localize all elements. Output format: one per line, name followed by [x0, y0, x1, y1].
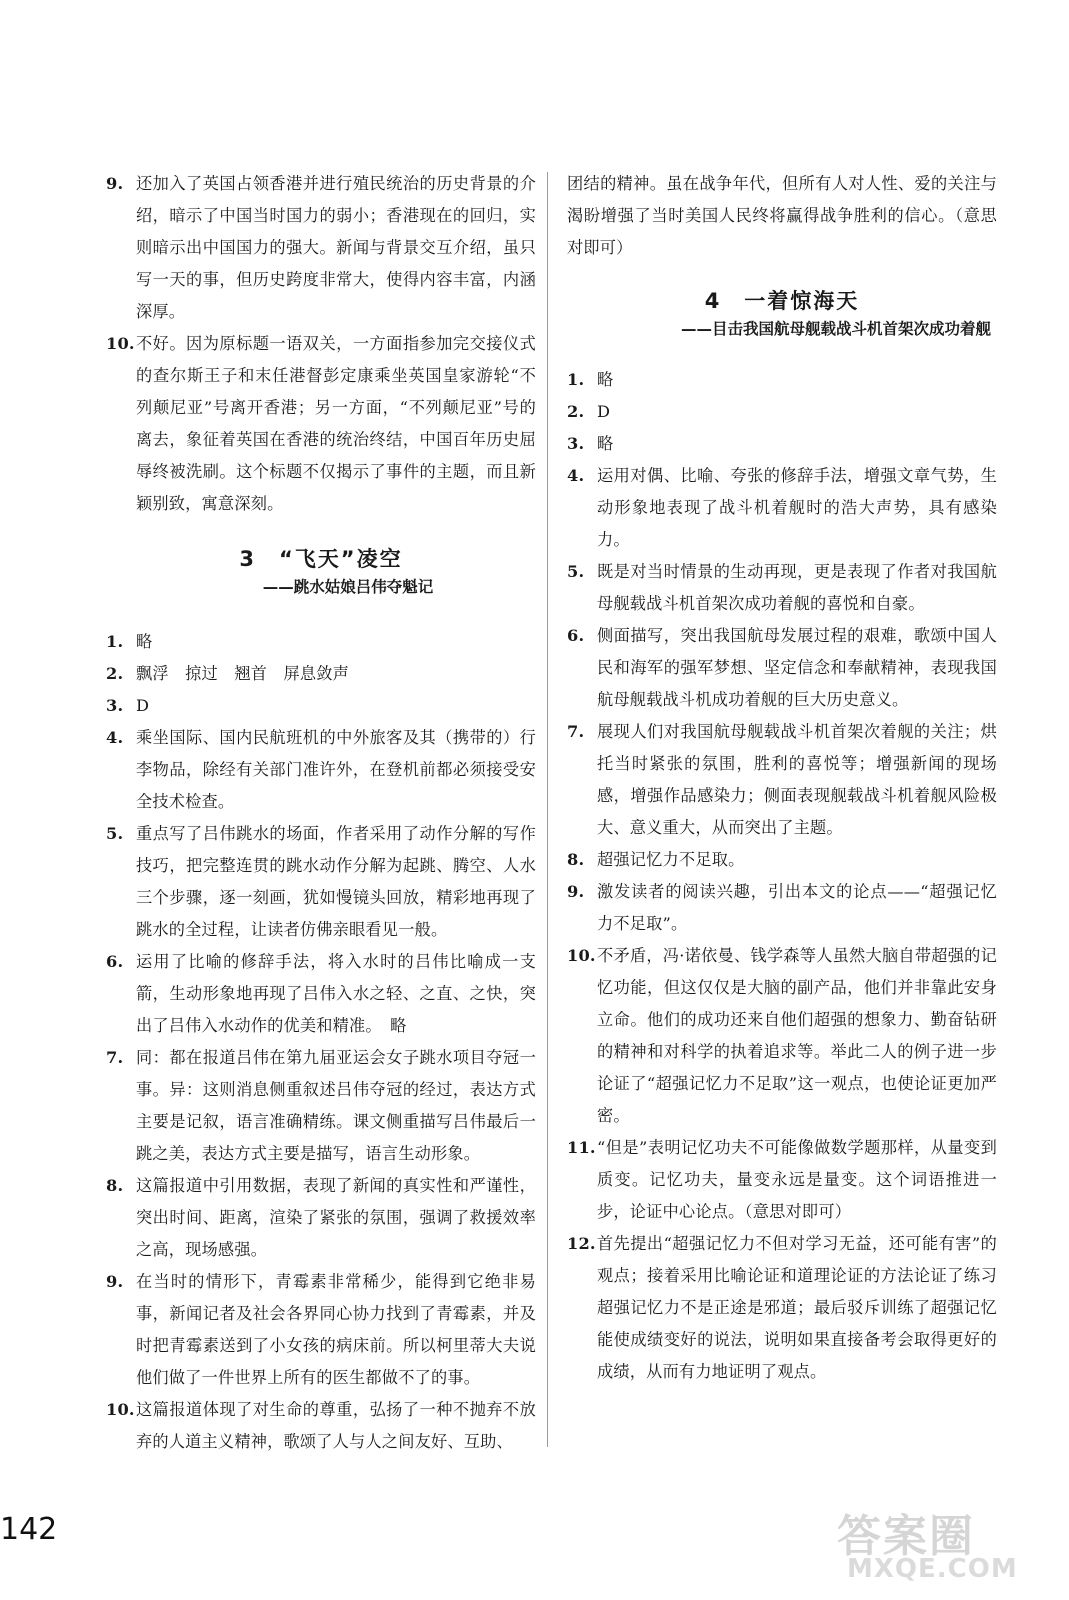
item-text: 略 — [597, 370, 614, 389]
answer-list-3 — [106, 626, 536, 1458]
item-text: 在当时的情形下，青霉素非常稀少，能得到它绝非易事，新闻记者及社会各界同心协力找到了青霉素，并及时把青霉素送到了小女孩的病床前。所以柯里蒂大夫说他们做了一件世界上所有的医生都做不了的事。 — [136, 1272, 536, 1387]
item-text: 还加入了英国占领香港并进行殖民统治的历史背景的介绍，暗示了中国当时国力的弱小；香港现在的回归，实则暗示出中国国力的强大。新闻与背景交互介绍，虽只写一天的事，但历史跨度非常大，使得内容丰富，内涵深厚。 — [136, 174, 536, 321]
list-item — [567, 876, 997, 940]
item-text: 超强记忆力不足取。 — [597, 850, 745, 869]
item-text: 乘坐国际、国内民航班机的中外旅客及其（携带的）行李物品，除经有关部门准许外，在登机前都必须接受安全技术检查。 — [136, 728, 536, 811]
list-item — [567, 1132, 997, 1228]
item-text: 略 — [597, 434, 614, 453]
answer-list-2 — [106, 168, 536, 520]
section-title: 3 “飞天”凌空 — [239, 547, 403, 571]
list-item — [106, 690, 536, 722]
item-number: 9. — [106, 174, 124, 193]
item-number: 2. — [567, 402, 585, 421]
list-item — [567, 716, 997, 844]
item-text: “但是”表明记忆功夫不可能像做数学题那样，从量变到质变。记忆功夫，量变永远是量变。这个词语推进一步，论证中心论点。（意思对即可） — [597, 1138, 997, 1221]
item-number: 9. — [567, 882, 585, 901]
left-column — [106, 168, 536, 1458]
page-number: 142 — [0, 1512, 58, 1547]
section-subtitle: ——目击我国航母舰载战斗机首架次成功着舰 — [680, 320, 991, 338]
list-item — [106, 818, 536, 946]
item-number: 4. — [567, 466, 585, 485]
list-item — [106, 946, 536, 1042]
item-text: 既是对当时情景的生动再现，更是表现了作者对我国航母舰载战斗机首架次成功着舰的喜悦和自豪。 — [597, 562, 997, 613]
item-text: D — [136, 696, 150, 715]
item-number: 9. — [106, 1272, 124, 1291]
item-number: 10. — [106, 334, 135, 353]
item-number: 10. — [567, 946, 596, 965]
section-4-heading — [567, 286, 997, 342]
list-item — [106, 328, 536, 520]
list-item — [106, 168, 536, 328]
continuation-text: 团结的精神。虽在战争年代，但所有人对人性、爱的关注与渴盼增强了当时美国人民终将赢得战争胜利的信心。（意思对即可） — [567, 174, 997, 257]
section-3-heading — [106, 544, 536, 600]
item-text: 同：都在报道吕伟在第九届亚运会女子跳水项目夺冠一事。异：这则消息侧重叙述吕伟夺冠的经过，表达方式主要是记叙，语言准确精练。课文侧重描写吕伟最后一跳之美，表达方式主要是描写，语言生动形象。 — [136, 1048, 536, 1163]
item-text: 重点写了吕伟跳水的场面，作者采用了动作分解的写作技巧，把完整连贯的跳水动作分解为起跳、腾空、人水三个步骤，逐一刻画，犹如慢镜头回放，精彩地再现了跳水的全过程，让读者仿佛亲眼看见一般。 — [136, 824, 536, 939]
item-number: 7. — [106, 1048, 124, 1067]
item-text: 运用对偶、比喻、夸张的修辞手法，增强文章气势，生动形象地表现了战斗机着舰时的浩大声势，具有感染力。 — [597, 466, 997, 549]
answer-list-4 — [567, 364, 997, 1388]
item-number: 8. — [567, 850, 585, 869]
item-text: 这篇报道体现了对生命的尊重，弘扬了一种不抛弃不放弃的人道主义精神，歌颂了人与人之间友好、互助、 — [136, 1400, 536, 1451]
list-item — [567, 364, 997, 396]
list-item — [106, 626, 536, 658]
list-item — [106, 1170, 536, 1266]
list-item — [567, 556, 997, 620]
item-text: 首先提出“超强记忆力不但对学习无益，还可能有害”的观点；接着采用比喻论证和道理论证的方法论证了练习超强记忆力不是正途是邪道；最后驳斥训练了超强记忆能使成绩变好的说法，说明如果直接备考会取得更好的成绩，从而有力地证明了观点。 — [597, 1234, 997, 1381]
section-title: 4 一着惊海天 — [704, 289, 860, 313]
list-item — [106, 1042, 536, 1170]
item-number: 11. — [567, 1138, 596, 1157]
list-item — [567, 620, 997, 716]
list-item — [567, 396, 997, 428]
list-item — [567, 428, 997, 460]
list-item — [567, 844, 997, 876]
item-number: 12. — [567, 1234, 596, 1253]
item-number: 3. — [106, 696, 124, 715]
list-item — [106, 722, 536, 818]
list-item — [567, 460, 997, 556]
watermark-url: MXQE.COM — [847, 1554, 1018, 1584]
column-divider — [547, 172, 548, 1447]
right-column — [567, 168, 997, 1388]
item-number: 5. — [106, 824, 124, 843]
item-text: 激发读者的阅读兴趣，引出本文的论点——“超强记忆力不足取”。 — [597, 882, 997, 933]
item-number: 5. — [567, 562, 585, 581]
item-number: 10. — [106, 1400, 135, 1419]
item-text: 运用了比喻的修辞手法，将入水时的吕伟比喻成一支箭，生动形象地再现了吕伟入水之轻、之直、之快，突出了吕伟入水动作的优美和精准。 略 — [136, 952, 536, 1035]
watermark-logo — [837, 1500, 1047, 1595]
item-number: 6. — [106, 952, 124, 971]
item-text: 这篇报道中引用数据，表现了新闻的真实性和严谨性，突出时间、距离，渲染了紧张的氛围，强调了救援效率之高，现场感强。 — [136, 1176, 536, 1259]
item-text: 略 — [136, 632, 153, 651]
watermark-text: 答案圈 — [837, 1511, 975, 1562]
list-item — [567, 940, 997, 1132]
item-number: 1. — [106, 632, 124, 651]
list-item — [567, 1228, 997, 1388]
item-text: 不好。因为原标题一语双关，一方面指参加完交接仪式的查尔斯王子和末任港督彭定康乘坐英国皇家游轮“不列颠尼亚”号离开香港；另一方面，“不列颠尼亚”号的离去，象征着英国在香港的统治终结，中国百年历史屈辱终被洗刷。这个标题不仅揭示了事件的主题，而且新颖别致，寓意深刻。 — [136, 334, 536, 513]
list-item — [106, 1394, 536, 1458]
item-number: 4. — [106, 728, 124, 747]
item-number: 3. — [567, 434, 585, 453]
item-text: 飘浮 掠过 翘首 屏息敛声 — [136, 664, 350, 683]
item-text: 不矛盾，冯·诺依曼、钱学森等人虽然大脑自带超强的记忆功能，但这仅仅是大脑的副产品，他们并非靠此安身立命。他们的成功还来自他们超强的想象力、勤奋钻研的精神和对科学的执着追求等。举此二人的例子进一步论证了“超强记忆力不足取”这一观点，也使论证更加严密。 — [597, 946, 997, 1125]
item-text: 展现人们对我国航母舰载战斗机首架次着舰的关注；烘托当时紧张的氛围，胜利的喜悦等；增强新闻的现场感，增强作品感染力；侧面表现舰载战斗机着舰风险极大、意义重大，从而突出了主题。 — [597, 722, 997, 837]
item-text: D — [597, 402, 611, 421]
list-item — [106, 658, 536, 690]
item-number: 2. — [106, 664, 124, 683]
section-subtitle: ——跳水姑娘吕伟夺魁记 — [262, 578, 434, 596]
item-text: 侧面描写，突出我国航母发展过程的艰难，歌颂中国人民和海军的强军梦想、坚定信念和奉献精神，表现我国航母舰载战斗机成功着舰的巨大历史意义。 — [597, 626, 997, 709]
continuation-paragraph — [567, 168, 997, 264]
item-number: 7. — [567, 722, 585, 741]
item-number: 8. — [106, 1176, 124, 1195]
item-number: 6. — [567, 626, 585, 645]
item-number: 1. — [567, 370, 585, 389]
list-item — [106, 1266, 536, 1394]
